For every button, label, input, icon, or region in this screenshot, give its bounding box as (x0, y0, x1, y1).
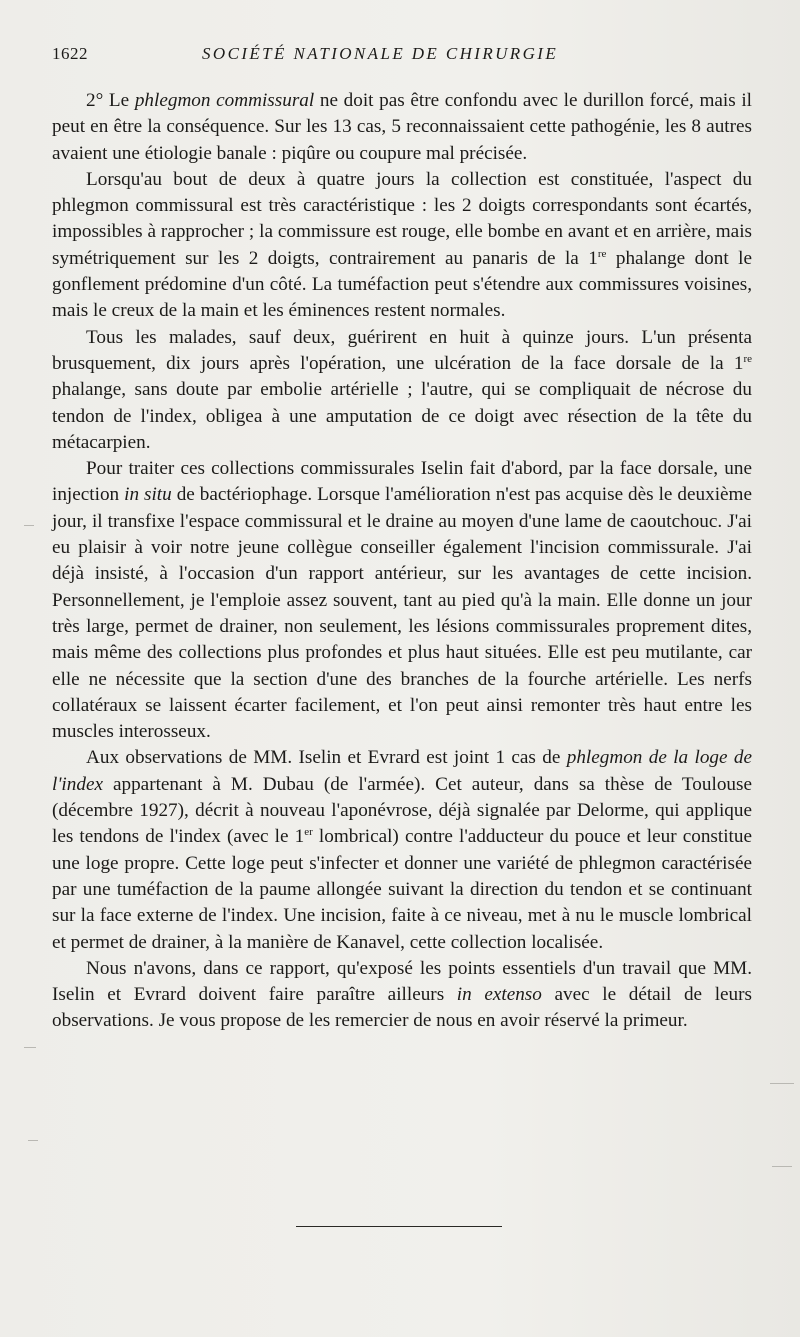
superscript: re (597, 247, 607, 260)
italic-term: phlegmon commissural (134, 90, 315, 111)
margin-mark (28, 1140, 38, 1141)
paragraph-3: Tous les malades, sauf deux, guérirent en huit à quinze jours. L'un présenta brusquement, dix jours après l'opération, une ulcération de la face dorsale de la 1re phalange, sans doute par embolie artérielle ; l'autre, qui se compliquait de nécrose du tendon de l'index, obligea à une amputation de ce doigt avec résection de la tête du métacarpien. (52, 326, 752, 453)
margin-mark (770, 1083, 794, 1084)
superscript: er (304, 826, 313, 839)
paragraph-6: Nous n'avons, dans ce rapport, qu'exposé les points essentiels d'un travail que MM. Iselin et Evrard doivent faire paraître ailleurs in extenso avec le détail de leurs observations. Je vous propose de les remercier de nous en avoir réservé la primeur. (52, 957, 752, 1032)
margin-mark (24, 1047, 36, 1048)
paragraph-4: Pour traiter ces collections commissurales Iselin fait d'abord, par la face dorsale, une injection in situ de bactériophage. Lorsque l'amélioration n'est pas acquise dès le deuxième jour, il transfixe l'espace commissural et le draine au moyen d'une lame de caoutchouc. J'ai eu plaisir à voir notre jeune collègue conseiller également l'incision commissurale. J'ai déjà insisté, à l'occasion d'un rapport antérieur, sur les avantages de cette incision. Personnellement, je l'emploie assez souvent, tant au pied qu'à la main. Elle donne un jour très large, permet de drainer, non seulement, les lésions commissurales proprement dites, mais même des collections plus profondes et plus haut situées. Elle est peu mutilante, car elle ne nécessite que la section d'une des branches de la fourche artérielle. Les nerfs collatéraux se laissent écarter facilement, et l'on peut ainsi remonter très haut entre les muscles interosseux. (52, 458, 752, 743)
paragraph-1: 2° Le phlegmon commissural ne doit pas être confondu avec le durillon forcé, mais il peut en être la conséquence. Sur les 13 cas, 5 reconnaissaient cette pathogénie, les 8 autres avaient une étiologie banale : piqûre ou coupure mal précisée. (52, 90, 752, 164)
italic-term: phlegmon de la loge de l'index (52, 747, 752, 795)
paragraph-5: Aux observations de MM. Iselin et Evrard est joint 1 cas de phlegmon de la loge de l'index appartenant à M. Dubau (de l'armée). Cet auteur, dans sa thèse de Toulouse (décembre 1927), décrit à nouveau l'aponévrose, déjà signalée par Delorme, qui applique les tendons de l'index (avec le 1er lombrical) contre l'adducteur du pouce et leur constitue une loge propre. Cette loge peut s'infecter et donner une variété de phlegmon caractérisée par une tuméfaction de la paume allongée suivant la direction du tendon et se continuant sur la face externe de l'index. Une incision, faite à ce niveau, met à nu le muscle lombrical et permet de drainer, à la manière de Kanavel, cette collection localisée. (52, 747, 752, 953)
running-title: SOCIÉTÉ NATIONALE DE CHIRURGIE (202, 44, 559, 63)
page-header (52, 44, 752, 70)
italic-term: in extenso (456, 984, 542, 1006)
margin-mark (24, 525, 34, 526)
page-number: 1622 (52, 44, 88, 63)
superscript: re (743, 352, 752, 365)
body-text (52, 88, 752, 1035)
italic-term: in situ (124, 484, 172, 506)
margin-mark (772, 1166, 792, 1167)
closing-rule (296, 1226, 502, 1227)
paragraph-2: Lorsqu'au bout de deux à quatre jours la collection est constituée, l'aspect du phlegmon commissural est très caractéristique : les 2 doigts correspondants sont écartés, impossibles à rapprocher ; la commissure est rouge, elle bombe en avant et en arrière, mais symétriquement sur les 2 doigts, contrairement au panaris de la 1re phalange dont le gonflement prédomine d'un côté. La tuméfaction peut s'étendre aux commissures voisines, mais le creux de la main et les éminences restent normales. (52, 168, 752, 322)
